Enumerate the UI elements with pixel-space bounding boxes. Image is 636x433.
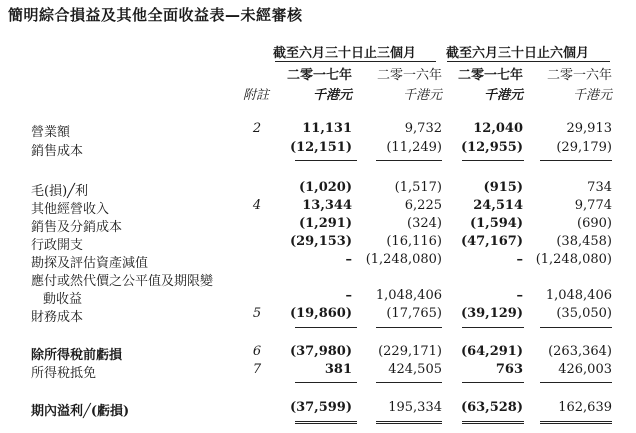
cell-value: 1,048,406 [545, 288, 612, 303]
header-six-months: 截至六月三十日止六個月 [446, 46, 590, 61]
row-label: 所得稅抵免 [31, 366, 97, 381]
row-label: 除所得稅前虧損 [31, 348, 123, 363]
cell-value: (12,151) [289, 140, 352, 155]
cell-value: 12,040 [473, 121, 523, 136]
subtotal-rule [540, 382, 612, 383]
row-note: 4 [252, 198, 262, 213]
row-label: 營業額 [31, 125, 71, 140]
cell-value: (1,291) [298, 216, 352, 231]
row-label: 應付或然代價之公平值及期限變 [31, 274, 214, 289]
subtotal-rule [295, 160, 357, 161]
table-row [0, 121, 636, 140]
table-row [0, 234, 636, 253]
table-row [0, 216, 636, 235]
subtotal-rule [540, 327, 612, 328]
subtotal-rule [462, 327, 524, 328]
cell-value: 763 [495, 362, 523, 377]
cell-value: (1,517) [394, 180, 442, 195]
subtotal-rule [376, 382, 442, 383]
cell-value: (16,116) [386, 234, 442, 249]
cell-value: (12,955) [460, 140, 523, 155]
cell-value: 381 [324, 362, 352, 377]
total-double-rule [462, 421, 524, 424]
subtotal-rule [540, 160, 612, 161]
row-label: 毛(損)╱利 [31, 184, 88, 199]
cell-value: 9,732 [404, 121, 442, 136]
header-unit: 千港元 [402, 88, 442, 103]
header-note: 附註 [243, 88, 270, 103]
cell-value: (29,179) [556, 140, 612, 155]
cell-value: 195,334 [388, 400, 442, 415]
cell-value: 24,514 [473, 198, 523, 213]
cell-value: 424,505 [388, 362, 442, 377]
cell-value: (64,291) [460, 344, 523, 359]
cell-value: (35,050) [556, 306, 612, 321]
cell-value: (29,153) [289, 234, 352, 249]
row-label: 銷售及分銷成本 [31, 220, 123, 235]
cell-value: (39,129) [460, 306, 523, 321]
table-row [0, 140, 636, 159]
cell-value: 1,048,406 [375, 288, 442, 303]
header-three-months: 截至六月三十日止三個月 [273, 46, 417, 61]
cell-value: (37,599) [289, 400, 352, 415]
row-label: 其他經營收入 [31, 202, 110, 217]
header-year-2016-6m: 二零一六年 [546, 68, 612, 83]
subtotal-rule [376, 327, 442, 328]
table-row [0, 288, 636, 307]
row-note: 6 [252, 344, 262, 359]
cell-value: – [516, 252, 523, 267]
table-row [0, 400, 636, 419]
cell-value: (229,171) [378, 344, 442, 359]
cell-value: – [345, 252, 352, 267]
header-unit: 千港元 [483, 88, 523, 103]
cell-value: (47,167) [460, 234, 523, 249]
cell-value: (38,458) [556, 234, 612, 249]
table-row [0, 180, 636, 199]
row-note: 5 [252, 306, 262, 321]
header-unit: 千港元 [572, 88, 612, 103]
header-unit: 千港元 [312, 88, 352, 103]
subtotal-rule [295, 382, 357, 383]
cell-value: 13,344 [302, 198, 352, 213]
subtotal-rule [376, 160, 442, 161]
cell-value: (1,594) [469, 216, 523, 231]
page-title: 簡明綜合損益及其他全面收益表—未經審核 [8, 6, 303, 24]
table-row [0, 344, 636, 363]
cell-value: (1,248,080) [365, 252, 442, 267]
total-double-rule [295, 421, 357, 424]
cell-value: (11,249) [386, 140, 442, 155]
cell-value: (19,860) [289, 306, 352, 321]
cell-value: 6,225 [404, 198, 442, 213]
subtotal-rule [295, 327, 357, 328]
row-label: 動收益 [43, 292, 83, 307]
table-row [0, 198, 636, 217]
cell-value: 29,913 [566, 121, 612, 136]
cell-value: (915) [483, 180, 523, 195]
header-year-2017-3m: 二零一七年 [286, 68, 352, 83]
table-row [0, 362, 636, 381]
cell-value: 11,131 [302, 121, 352, 136]
cell-value: – [345, 288, 352, 303]
table-row [0, 306, 636, 325]
cell-value: (17,765) [386, 306, 442, 321]
row-label: 勘探及評估資產減值 [31, 256, 149, 271]
row-label: 銷售成本 [31, 144, 84, 159]
total-double-rule [376, 421, 442, 424]
cell-value: 9,774 [574, 198, 612, 213]
cell-value: (690) [577, 216, 612, 231]
cell-value: 162,639 [558, 400, 612, 415]
row-label: 行政開支 [31, 238, 84, 253]
cell-value: 426,003 [558, 362, 612, 377]
table-row [0, 270, 636, 289]
cell-value: 734 [587, 180, 612, 195]
cell-value: (324) [407, 216, 442, 231]
cell-value: (1,020) [298, 180, 352, 195]
header-year-2017-6m: 二零一七年 [457, 68, 523, 83]
header-year-2016-3m: 二零一六年 [376, 68, 442, 83]
table-row [0, 252, 636, 271]
cell-value: (1,248,080) [535, 252, 612, 267]
total-double-rule [540, 421, 612, 424]
subtotal-rule [462, 160, 524, 161]
row-label: 財務成本 [31, 310, 84, 325]
cell-value: (63,528) [460, 400, 523, 415]
header-divider [447, 61, 610, 62]
subtotal-rule [462, 382, 524, 383]
row-note: 7 [252, 362, 262, 377]
cell-value: – [516, 288, 523, 303]
row-label: 期內溢利╱(虧損) [31, 404, 130, 419]
header-divider [275, 61, 436, 62]
cell-value: (37,980) [289, 344, 352, 359]
cell-value: (263,364) [548, 344, 612, 359]
row-note: 2 [252, 121, 262, 136]
